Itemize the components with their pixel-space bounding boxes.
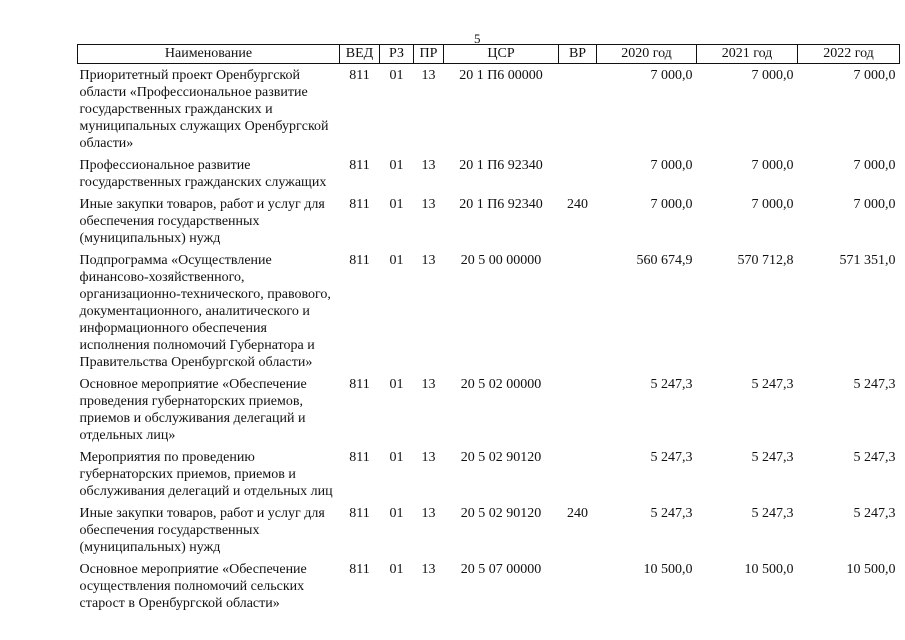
cell-rz: 01 (389, 158, 404, 173)
cell-pr: 13 (421, 562, 436, 577)
cell-2020: 5 247,3 (650, 377, 693, 392)
cell-2020: 560 674,9 (636, 253, 693, 268)
cell-pr: 13 (421, 377, 436, 392)
cell-name: Профессиональное развитие государственных гражданских служащих (79, 158, 327, 190)
header-2021: 2021 год (697, 45, 798, 64)
header-csr: ЦСР (444, 45, 559, 64)
cell-csr: 20 5 00 00000 (460, 253, 542, 268)
cell-pr: 13 (421, 197, 436, 212)
cell-csr: 20 1 П6 00000 (459, 68, 543, 83)
header-ved: ВЕД (340, 45, 380, 64)
cell-vr: 240 (567, 506, 588, 521)
cell-pr: 13 (421, 450, 436, 465)
cell-name: Иные закупки товаров, работ и услуг для обеспечения государственных (муниципальных) нужд (79, 506, 325, 555)
table-row (78, 446, 900, 502)
cell-2020: 7 000,0 (650, 68, 693, 83)
cell-2022: 10 500,0 (846, 562, 896, 577)
cell-2022: 5 247,3 (853, 450, 896, 465)
table-row (78, 373, 900, 446)
table-row (78, 502, 900, 558)
cell-2021: 10 500,0 (744, 562, 794, 577)
cell-2020: 10 500,0 (643, 562, 693, 577)
cell-2021: 7 000,0 (751, 197, 794, 212)
cell-2022: 5 247,3 (853, 377, 896, 392)
cell-name: Иные закупки товаров, работ и услуг для обеспечения государственных (муниципальных) нужд (79, 197, 325, 246)
cell-vr: 240 (567, 197, 588, 212)
table-row (78, 558, 900, 614)
cell-2020: 7 000,0 (650, 197, 693, 212)
cell-2022: 571 351,0 (839, 253, 896, 268)
cell-ved: 811 (349, 158, 370, 173)
header-row (78, 45, 900, 64)
cell-rz: 01 (389, 253, 404, 268)
cell-name: Основное мероприятие «Обеспечение проведения губернаторских приемов, приемов и обслуживания делегаций и отдельных лиц» (79, 377, 307, 443)
cell-ved: 811 (349, 377, 370, 392)
cell-2021: 7 000,0 (751, 158, 794, 173)
cell-2020: 7 000,0 (650, 158, 693, 173)
cell-ved: 811 (349, 68, 370, 83)
cell-2022: 5 247,3 (853, 506, 896, 521)
cell-csr: 20 5 07 00000 (460, 562, 542, 577)
header-rz: РЗ (380, 45, 414, 64)
cell-csr: 20 1 П6 92340 (459, 158, 543, 173)
cell-csr: 20 1 П6 92340 (459, 197, 543, 212)
cell-2020: 5 247,3 (650, 506, 693, 521)
cell-2021: 5 247,3 (751, 377, 794, 392)
cell-2020: 5 247,3 (650, 450, 693, 465)
cell-name: Подпрограмма «Осуществление финансово-хозяйственного, организационно-технического, правового, документационного, аналитического и информационного обеспечения исполнения полномочий Губернатора и Правительства Оренбургской области» (79, 253, 331, 370)
cell-vr (559, 373, 597, 446)
cell-2021: 5 247,3 (751, 506, 794, 521)
cell-csr: 20 5 02 90120 (460, 450, 542, 465)
table-row (78, 249, 900, 373)
cell-vr (559, 446, 597, 502)
cell-ved: 811 (349, 253, 370, 268)
page-number: 5 (474, 31, 481, 46)
cell-name: Приоритетный проект Оренбургской области «Профессиональное развитие государственных гражданских и муниципальных служащих Оренбургской области» (79, 68, 329, 151)
cell-rz: 01 (389, 562, 404, 577)
cell-csr: 20 5 02 00000 (460, 377, 542, 392)
cell-pr: 13 (421, 158, 436, 173)
cell-2022: 7 000,0 (853, 158, 896, 173)
cell-2022: 7 000,0 (853, 197, 896, 212)
cell-rz: 01 (389, 68, 404, 83)
cell-vr (559, 64, 597, 155)
cell-2021: 5 247,3 (751, 450, 794, 465)
cell-ved: 811 (349, 197, 370, 212)
cell-rz: 01 (389, 377, 404, 392)
header-2022: 2022 год (798, 45, 900, 64)
cell-pr: 13 (421, 506, 436, 521)
cell-pr: 13 (421, 68, 436, 83)
header-vr: ВР (559, 45, 597, 64)
cell-ved: 811 (349, 506, 370, 521)
cell-rz: 01 (389, 197, 404, 212)
budget-table (77, 44, 900, 614)
table-row (78, 193, 900, 249)
cell-2022: 7 000,0 (853, 68, 896, 83)
cell-vr (559, 249, 597, 373)
cell-name: Мероприятия по проведению губернаторских приемов, приемов и обслуживания делегаций и отдельных лиц (79, 450, 333, 499)
cell-rz: 01 (389, 506, 404, 521)
header-pr: ПР (414, 45, 444, 64)
cell-vr (559, 154, 597, 193)
cell-ved: 811 (349, 562, 370, 577)
cell-rz: 01 (389, 450, 404, 465)
table-row (78, 64, 900, 155)
cell-name: Основное мероприятие «Обеспечение осуществления полномочий сельских старост в Оренбургской области» (79, 562, 307, 611)
cell-2021: 570 712,8 (737, 253, 794, 268)
cell-2021: 7 000,0 (751, 68, 794, 83)
cell-pr: 13 (421, 253, 436, 268)
table-header (78, 45, 900, 64)
header-2020: 2020 год (597, 45, 697, 64)
header-name: Наименование (78, 45, 340, 64)
cell-ved: 811 (349, 450, 370, 465)
cell-vr (559, 558, 597, 614)
table-row (78, 154, 900, 193)
table-body (78, 64, 900, 615)
cell-csr: 20 5 02 90120 (460, 506, 542, 521)
